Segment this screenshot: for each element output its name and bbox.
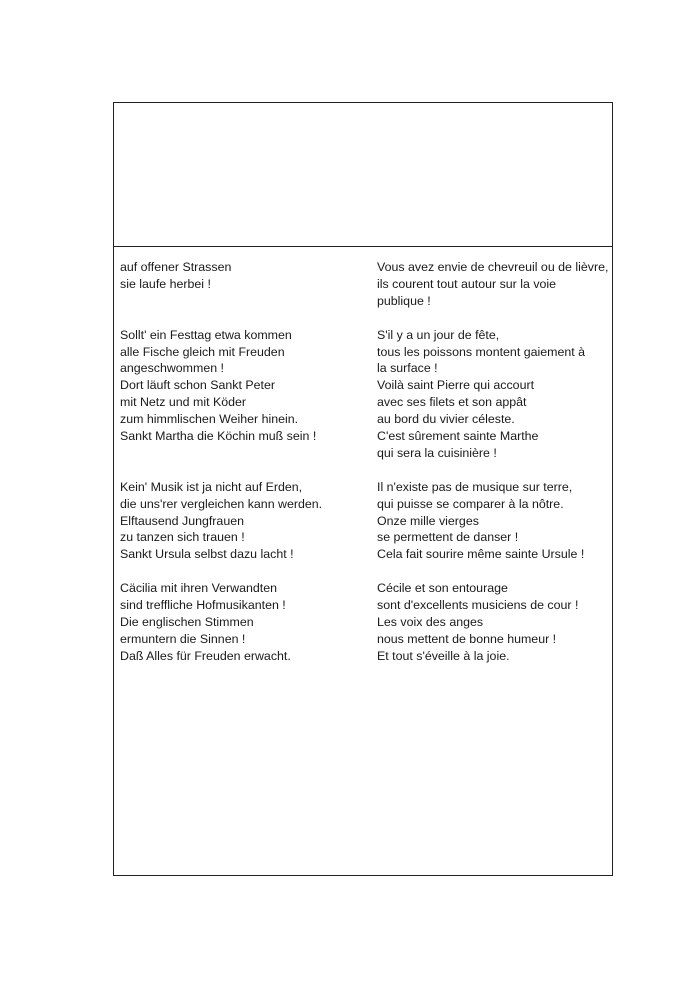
verse-line: Il n'existe pas de musique sur terre, [377, 479, 573, 494]
german-column [120, 259, 370, 665]
verse-line: sont d'excellents musiciens de cour ! [377, 598, 579, 613]
verse-line: zum himmlischen Weiher hinein. [120, 412, 299, 427]
verse-line: Les voix des anges [377, 614, 484, 629]
verse-line: sie laufe herbei ! [120, 276, 211, 291]
verse-line: zu tanzen sich trauen ! [120, 530, 245, 545]
verse-line: sind treffliche Hofmusikanten ! [120, 598, 286, 613]
verse-line: Elftausend Jungfrauen [120, 513, 244, 528]
verse-line: Kein' Musik ist ja nicht auf Erden, [120, 479, 303, 494]
verse-line: Sankt Martha die Köchin muß sein ! [120, 429, 317, 444]
verse-line: la surface ! [377, 361, 438, 376]
verse-line: S'il y a un jour de fête, [377, 327, 500, 342]
verse-line: Onze mille vierges [377, 513, 479, 528]
verse-line: Cécile et son entourage [377, 581, 508, 596]
verse-line: Sankt Ursula selbst dazu lacht ! [120, 547, 294, 562]
verse-line: qui puisse se comparer à la nôtre. [377, 496, 564, 511]
verse-line: ils courent tout autour sur la voie [377, 276, 557, 291]
verse-line: ermuntern die Sinnen ! [120, 631, 246, 646]
french-stanza-4 [377, 580, 613, 665]
verse-line: auf offener Strassen [120, 260, 232, 274]
verse-line: nous mettent de bonne humeur ! [377, 631, 557, 646]
verse-line: mit Netz und mit Köder [120, 395, 247, 410]
verse-line: Cela fait sourire même sainte Ursule ! [377, 547, 585, 562]
verse-line: publique ! [377, 293, 431, 308]
verse-line: Die englischen Stimmen [120, 614, 254, 629]
german-stanza-1 [120, 259, 370, 293]
german-stanza-2 [120, 327, 370, 445]
french-stanza-1 [377, 259, 613, 310]
french-column [377, 259, 613, 665]
verse-line: Cäcilia mit ihren Verwandten [120, 581, 278, 596]
german-stanza-3 [120, 479, 370, 564]
verse-line: angeschwommen ! [120, 361, 224, 376]
verse-line: Dort läuft schon Sankt Peter [120, 378, 275, 393]
verse-line: se permettent de danser ! [377, 530, 519, 545]
verse-line: die uns'rer vergleichen kann werden. [120, 496, 323, 511]
text-frame [113, 102, 613, 876]
verse-line: C'est sûrement sainte Marthe [377, 429, 539, 444]
verse-line: Voilà saint Pierre qui accourt [377, 378, 535, 393]
verse-line: avec ses filets et son appât [377, 395, 527, 410]
verse-line: Vous avez envie de chevreuil ou de lièvre, [377, 260, 609, 274]
verse-line: tous les poissons montent gaiement à [377, 344, 586, 359]
verse-line: Daß Alles für Freuden erwacht. [120, 648, 291, 663]
verse-line: alle Fische gleich mit Freuden [120, 344, 285, 359]
verse-line: Et tout s'éveille à la joie. [377, 648, 510, 663]
french-stanza-2 [377, 327, 613, 462]
german-stanza-4 [120, 580, 370, 665]
french-stanza-3 [377, 479, 613, 564]
verse-line: qui sera la cuisinière ! [377, 445, 497, 460]
verse-line: au bord du vivier céleste. [377, 412, 515, 427]
header-box [114, 103, 612, 247]
verse-line: Sollt' ein Festtag etwa kommen [120, 327, 292, 342]
